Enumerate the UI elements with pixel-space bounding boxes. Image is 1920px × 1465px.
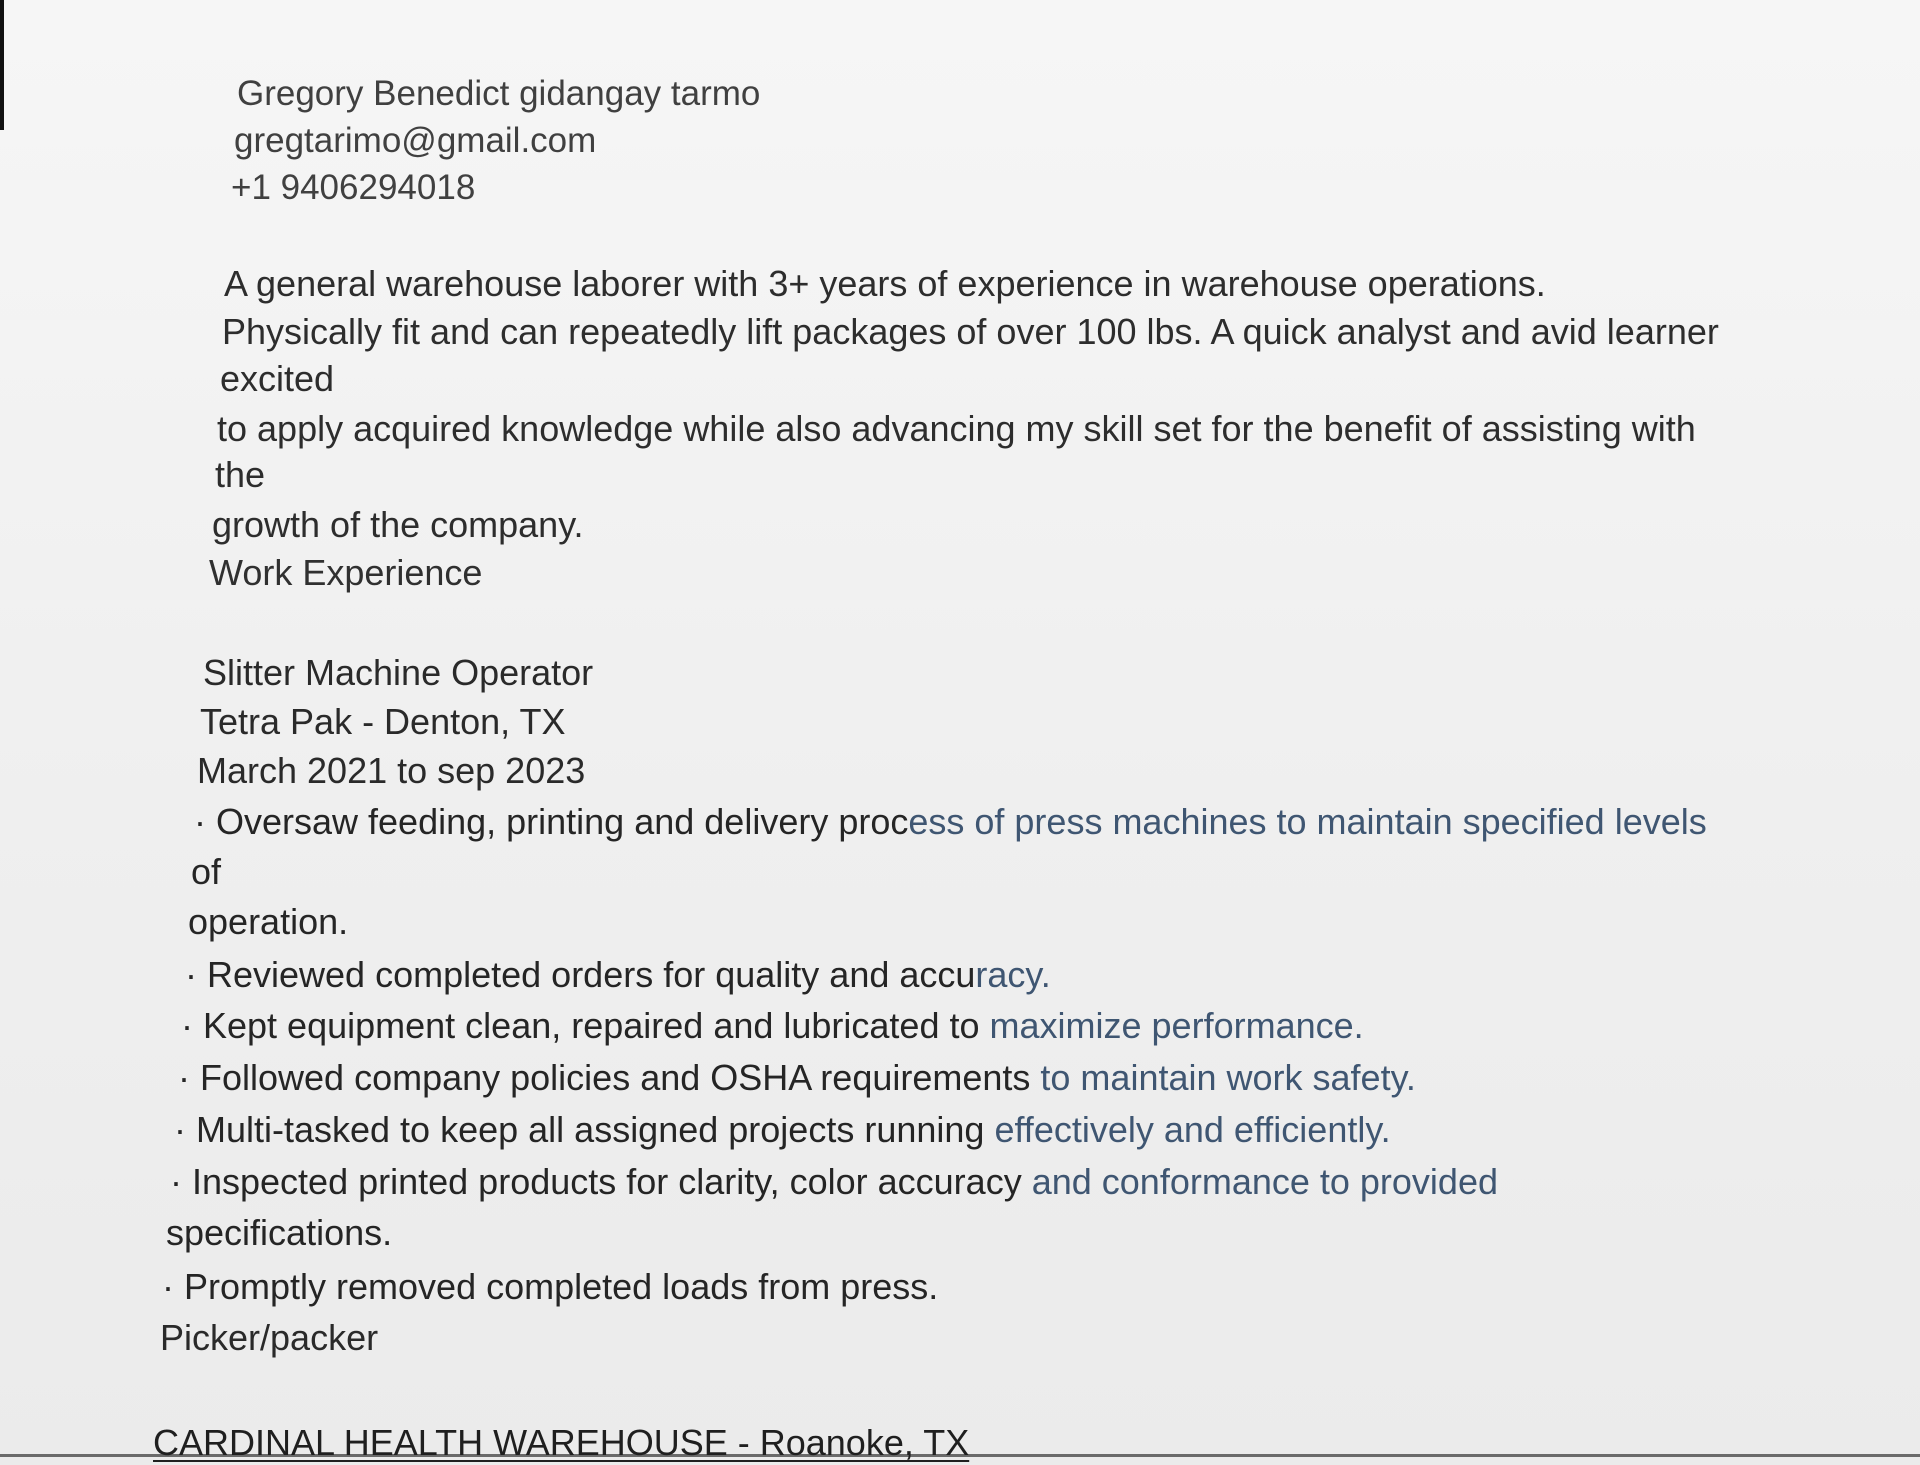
job-bullet <box>181 1004 1364 1048</box>
bullet-text: · Inspected printed products for clarity, color accuracy <box>170 1161 1032 1202</box>
bullet-text: · Multi-tasked to keep all assigned projects running <box>174 1109 995 1150</box>
section-work-experience: Work Experience <box>209 552 483 593</box>
candidate-name: Gregory Benedict gidangay tarmo <box>237 74 761 113</box>
job-bullet <box>170 1160 1498 1204</box>
bullet-text: · Kept equipment clean, repaired and lubricated to <box>181 1005 990 1046</box>
job-title: Slitter Machine Operator <box>203 652 594 693</box>
job-bullet-wrap: of <box>191 851 222 892</box>
bullet-text: · Oversaw feeding, printing and delivery proc <box>194 801 909 842</box>
candidate-email: gregtarimo@gmail.com <box>234 121 597 160</box>
bullet-text: · Reviewed completed orders for quality and accu <box>185 954 976 995</box>
job-bullet <box>185 953 1051 997</box>
bullet-text-tail: ess of press machines to maintain specified levels <box>908 801 1707 842</box>
page-edge-shadow <box>0 0 4 130</box>
job-title: Picker/packer <box>160 1317 379 1358</box>
job-bullet <box>178 1056 1416 1100</box>
summary-line-5: the <box>215 454 266 495</box>
job-bullet <box>194 800 1707 844</box>
job-company: CARDINAL HEALTH WAREHOUSE - Roanoke, TX <box>153 1422 970 1463</box>
bullet-text-tail: and conformance to provided <box>1031 1161 1498 1202</box>
candidate-phone: +1 9406294018 <box>231 168 476 207</box>
summary-line-1: A general warehouse laborer with 3+ years of experience in warehouse operations. <box>224 263 1546 304</box>
summary-line-2: Physically fit and can repeatedly lift packages of over 100 lbs. A quick analyst and avid learner <box>222 311 1719 352</box>
bullet-text-tail: racy. <box>975 954 1051 995</box>
job-dates: March 2021 to sep 2023 <box>197 750 586 791</box>
summary-line-3: excited <box>220 358 335 399</box>
job-bullet-wrap: specifications. <box>166 1212 393 1253</box>
job-company: Tetra Pak - Denton, TX <box>200 701 566 742</box>
bullet-text-tail: maximize performance. <box>989 1005 1364 1046</box>
job-bullet <box>174 1108 1391 1152</box>
bullet-text-tail: to maintain work safety. <box>1030 1057 1416 1098</box>
bullet-text-tail: effectively and efficiently. <box>994 1109 1391 1150</box>
job-bullet: · Promptly removed completed loads from press. <box>162 1266 939 1307</box>
summary-line-6: growth of the company. <box>212 504 584 545</box>
bullet-text: · Followed company policies and OSHA requirements <box>178 1057 1031 1098</box>
job-bullet-wrap: operation. <box>188 901 349 942</box>
summary-line-4: to apply acquired knowledge while also advancing my skill set for the benefit of assisting with <box>217 408 1696 449</box>
